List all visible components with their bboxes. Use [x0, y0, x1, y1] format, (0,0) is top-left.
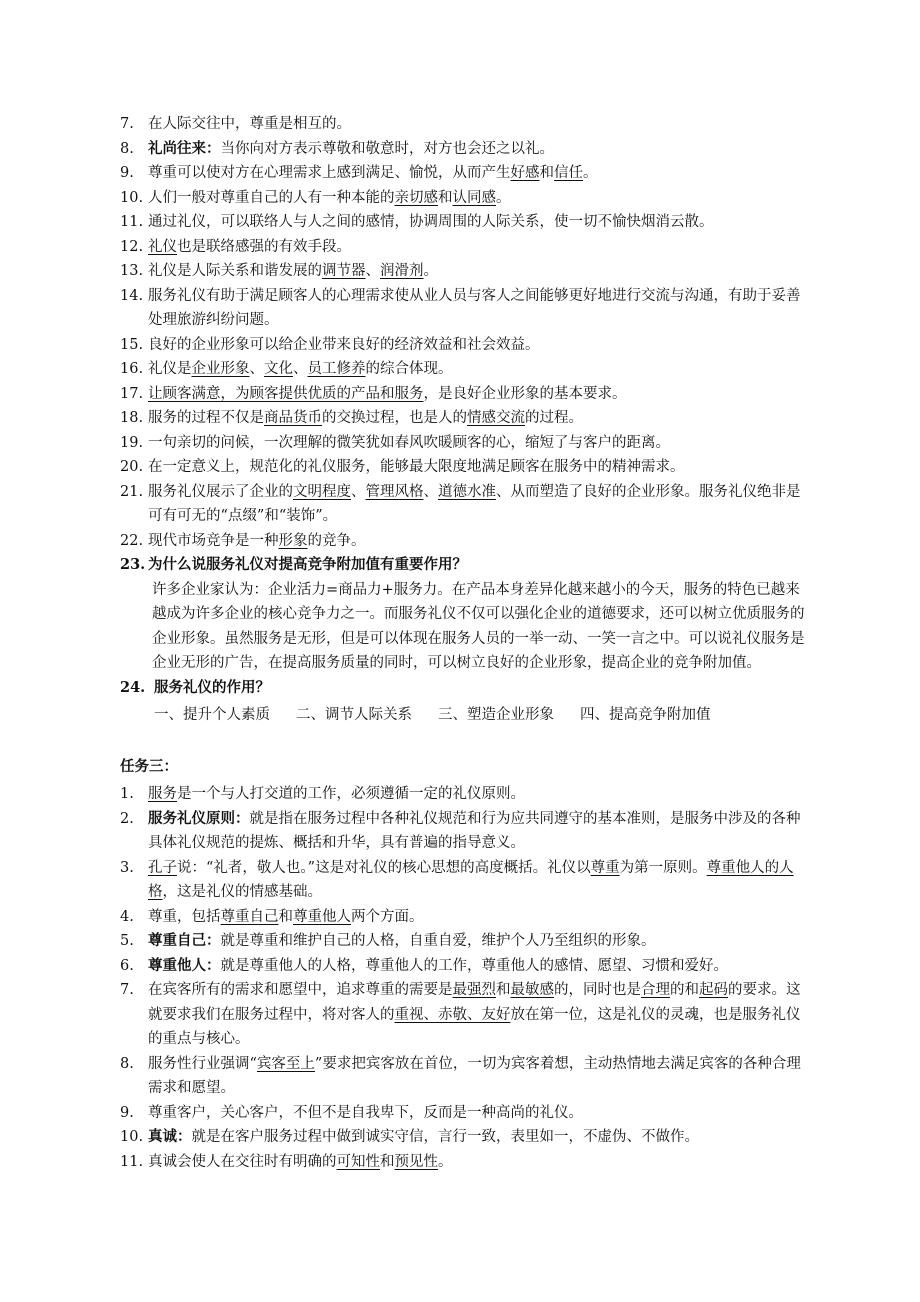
underlined-term: 管理风格 [365, 483, 424, 500]
item-number: 11. [120, 214, 144, 230]
item-number: 16. [120, 361, 144, 377]
text-segment: 的，同时也是 [554, 982, 641, 998]
underlined-term: 合理 [641, 982, 670, 998]
list-item [120, 406, 810, 431]
item-text [148, 186, 810, 211]
underlined-term: 文化 [264, 361, 293, 377]
item-number: 9. [120, 165, 134, 181]
underlined-term: 认同感 [452, 189, 496, 206]
text-segment: 通过礼仪，可以联络人与人之间的感情，协调周围的人际关系，使一切不愉快烟消云散。 [148, 214, 714, 230]
question-text: 为什么说服务礼仪对提高竞争附加值有重要作用？ [148, 556, 467, 573]
text-segment: 在一定意义上，规范化的礼仪服务，能够最大限度地满足顾客在服务中的精神需求。 [148, 459, 685, 475]
underlined-term: 调节器 [322, 263, 366, 279]
answer-24-options [120, 702, 810, 728]
underlined-term: 情感交流 [467, 410, 525, 426]
text-segment: 就是指在服务过程中各种礼仪规范和行为应共同遵守的基本准则，是服务中涉及的各种具体礼仪规范的提炼、概括和升华，具有普遍的指导意义。 [148, 810, 801, 851]
underlined-term: 预见性 [394, 1153, 438, 1170]
list-item [120, 1150, 810, 1175]
list-item [120, 455, 810, 480]
underlined-term: 尊重他人 [293, 908, 351, 925]
item-text [148, 161, 810, 186]
list-item [120, 357, 810, 382]
item-text [148, 284, 810, 333]
item-number: 21. [120, 483, 144, 500]
underlined-term: 起码 [699, 982, 728, 998]
list-item [120, 978, 810, 1052]
text-segment: 尊重可以使对方在心理需求上感到满足、愉悦，从而产生 [148, 165, 511, 181]
question-23 [120, 553, 810, 578]
list-item [120, 210, 810, 235]
item-number: 9. [120, 1104, 134, 1121]
list-item [120, 807, 810, 856]
text-segment: 尊重客户，关心客户，不但不是自我卑下，反而是一种高尚的礼仪。 [148, 1104, 583, 1121]
item-number: 6. [120, 957, 134, 974]
item-text [148, 333, 810, 358]
text-segment: 两个方面。 [351, 908, 424, 925]
list-part-one [120, 112, 810, 553]
text-segment: 。 [496, 189, 511, 206]
underlined-term: 可知性 [336, 1153, 380, 1170]
option-item: 三、塑造企业形象 [438, 707, 554, 723]
question-text: 服务礼仪的作用？ [154, 678, 270, 696]
item-number: 20. [120, 459, 144, 475]
item-text [148, 807, 810, 856]
text-segment: 一句亲切的问候，一次理解的微笑犹如春风吹暖顾客的心，缩短了与客户的距离。 [148, 434, 670, 451]
text-segment: 的综合体现。 [365, 361, 453, 377]
text-segment: 说：“礼者，敬人也。”这是对礼仪的核心思想的高度概括。礼仪以 [177, 859, 591, 876]
underlined-term: 文明程度 [293, 483, 351, 500]
item-number: 5. [120, 933, 134, 949]
underlined-term: 重视、赤敬、友好 [394, 1006, 511, 1023]
text-segment: 和 [438, 189, 453, 206]
text-segment: 的竞争。 [307, 532, 366, 549]
underlined-term: 尊重 [590, 859, 620, 876]
item-number: 14. [120, 287, 144, 304]
text-segment: 放在第一位，这是礼仪的灵魂，也是服务礼仪的重点与核心。 [148, 1006, 801, 1047]
text-segment: ，是良好企业形象的基本要求。 [423, 385, 627, 402]
bold-term: 尊重他人： [148, 956, 221, 974]
list-item [120, 480, 810, 529]
list-item [120, 161, 810, 186]
item-text [148, 210, 810, 235]
text-segment: 和 [278, 908, 293, 925]
list-part-two [120, 782, 810, 1174]
item-number: 15. [120, 336, 144, 353]
item-number: 8. [120, 140, 134, 157]
text-segment: 真诚会使人在交往时有明确的 [148, 1153, 337, 1170]
underlined-term: 企业形象 [191, 361, 250, 377]
list-item [120, 284, 810, 333]
text-segment: 就是尊重他人的人格，尊重他人的工作，尊重他人的感情、愿望、习惯和爱好。 [220, 957, 728, 974]
text-segment: 、从而塑造了良好的企业形象。服务礼仪绝非是可有可无的“点缀”和“装饰”。 [148, 483, 801, 524]
bold-term: 服务礼仪原则： [148, 809, 250, 827]
text-segment: ，这是礼仪的情感基础。 [162, 884, 322, 900]
item-text [148, 978, 810, 1052]
item-number: 7. [120, 982, 134, 998]
item-text [148, 480, 810, 529]
text-segment: 的交换过程，也是人的 [322, 410, 467, 426]
list-item [120, 382, 810, 407]
item-text [148, 406, 810, 431]
underlined-term: 礼仪 [148, 238, 177, 255]
option-item: 二、调节人际关系 [296, 707, 412, 723]
list-item [120, 954, 810, 979]
text-segment: 和 [496, 982, 511, 998]
list-item [120, 929, 810, 954]
item-number: 1. [120, 786, 134, 802]
text-segment: 在人际交往中，尊重是相互的。 [148, 116, 351, 132]
item-text [148, 954, 810, 979]
text-segment: 礼仪是 [148, 361, 192, 377]
text-segment: 。 [583, 165, 598, 181]
underlined-term: 最强烈 [452, 982, 496, 998]
item-number: 19. [120, 434, 144, 451]
option-item: 四、提高竞争附加值 [580, 707, 711, 723]
item-number: 4. [120, 908, 134, 925]
text-segment: 、 [293, 361, 308, 377]
text-segment: 、 [423, 483, 438, 500]
text-segment: 是一个与人打交道的工作，必须遵循一定的礼仪原则。 [177, 786, 525, 802]
item-number: 10. [120, 1129, 144, 1145]
bold-term: 礼尚往来： [148, 139, 221, 157]
text-segment: 在宾客所有的需求和愿望中，追求尊重的需要是 [148, 982, 453, 998]
underlined-term: 形象 [278, 532, 308, 549]
text-segment: 良好的企业形象可以给企业带来良好的经济效益和社会效益。 [148, 336, 540, 353]
bold-term: 尊重自己： [148, 932, 221, 949]
item-text [148, 259, 810, 284]
list-item [120, 186, 810, 211]
text-segment: 服务性行业强调“ [148, 1055, 257, 1072]
item-number: 18. [120, 410, 144, 426]
underlined-term: 尊重他人的人格 [148, 859, 794, 900]
item-number: 23. [120, 556, 146, 573]
item-text [148, 235, 810, 260]
list-item [120, 137, 810, 162]
item-number: 12. [120, 238, 144, 255]
list-item [120, 1052, 810, 1101]
item-text [148, 112, 810, 137]
text-segment: 的要求。这就要求我们在服务过程中，将对客人的 [148, 982, 801, 1023]
list-item [120, 1125, 810, 1150]
text-segment: 。 [438, 1153, 453, 1170]
item-number: 2. [120, 810, 134, 827]
underlined-term: 服务 [148, 786, 177, 802]
list-item [120, 856, 810, 905]
item-number: 7. [120, 116, 134, 132]
text-segment: 为第一原则。 [619, 859, 707, 876]
text-segment: 人们一般对尊重自己的人有一种本能的 [148, 189, 395, 206]
underlined-term: 员工修养 [307, 361, 366, 377]
item-number: 17. [120, 385, 144, 402]
item-text [148, 382, 810, 407]
section-title: 任务三： [120, 758, 178, 775]
item-text [148, 431, 810, 456]
answer-23: 许多企业家认为：企业活力=商品力+服务力。在产品本身差异化越来越小的今天，服务的特色已越来越成为许多企业的核心竞争力之一。而服务礼仪不仅可以强化企业的道德要求，还可以树立优质服务的企业形象。虽然服务是无形，但是可以体现在服务人员的一举一动、一笑一言之中。可以说礼仪服务是企业无形的广告，在提高服务质量的同时，可以树立良好的企业形象，提高企业的竞争附加值。 [152, 581, 805, 671]
underlined-term: 润滑剂 [380, 263, 424, 279]
item-text [148, 1101, 810, 1126]
item-text [148, 529, 810, 554]
text-segment: 和 [380, 1153, 395, 1170]
underlined-term: 孔子 [148, 859, 177, 876]
text-segment: 就是在客户服务过程中做到诚实守信，言行一致，表里如一，不虚伪、不做作。 [191, 1129, 699, 1145]
item-text [148, 1150, 810, 1175]
item-number: 8. [120, 1055, 134, 1072]
text-segment: 、 [249, 361, 264, 377]
text-segment: 、 [365, 263, 380, 279]
list-item [120, 905, 810, 930]
text-segment: 当你向对方表示尊敬和敬意时，对方也会还之以礼。 [220, 140, 554, 157]
option-item: 一、提升个人素质 [154, 707, 270, 723]
text-segment: 服务礼仪展示了企业的 [148, 483, 293, 500]
text-segment: 、 [351, 483, 366, 500]
underlined-term: 信任 [554, 165, 583, 181]
text-segment: 服务礼仪有助于满足顾客人的心理需求使从业人员与客人之间能够更好地进行交流与沟通，有助于妥善处理旅游纠纷问题。 [148, 287, 801, 328]
item-number: 22. [120, 532, 144, 549]
text-segment: 礼仪是人际关系和谐发展的 [148, 263, 322, 279]
list-item [120, 431, 810, 456]
item-text [148, 1125, 810, 1150]
bold-term: 真诚： [148, 1128, 192, 1145]
item-number: 10. [120, 189, 144, 206]
text-segment: 服务的过程不仅是 [148, 410, 264, 426]
text-segment: 也是联络感强的有效手段。 [177, 238, 351, 255]
item-text [148, 856, 810, 905]
text-segment: 的和 [670, 982, 699, 998]
item-number: 11. [120, 1153, 144, 1170]
question-24 [120, 676, 810, 701]
item-text [148, 929, 810, 954]
text-segment: 和 [539, 165, 554, 181]
list-item [120, 235, 810, 260]
underlined-term: 亲切感 [394, 189, 438, 206]
underlined-term: 让顾客满意，为顾客提供优质的产品和服务 [148, 385, 424, 402]
item-text [148, 455, 810, 480]
underlined-term: 道德水准 [438, 483, 496, 500]
list-item [120, 259, 810, 284]
item-text [148, 905, 810, 930]
text-segment: 现代市场竞争是一种 [148, 532, 279, 549]
underlined-term: 好感 [510, 165, 540, 181]
list-item [120, 1101, 810, 1126]
text-segment: 就是尊重和维护自己的人格，自重自爱，维护个人乃至组织的形象。 [220, 933, 656, 949]
list-item [120, 112, 810, 137]
item-text [148, 782, 810, 807]
text-segment: ”要求把宾客放在首位，一切为宾客着想，主动热情地去满足宾客的各种合理需求和愿望。 [148, 1055, 801, 1096]
underlined-term: 最敏感 [510, 982, 554, 998]
text-segment: 的过程。 [525, 410, 583, 426]
list-item [120, 782, 810, 807]
list-item [120, 529, 810, 554]
list-item [120, 333, 810, 358]
text-segment: 尊重，包括 [148, 908, 221, 925]
item-number: 3. [120, 859, 134, 876]
item-text [148, 1052, 810, 1101]
item-number: 13. [120, 263, 144, 279]
underlined-term: 商品货币 [264, 410, 322, 426]
item-number: 24. [120, 678, 146, 696]
underlined-term: 尊重自己 [220, 908, 279, 925]
text-segment: 。 [423, 263, 438, 279]
item-text [148, 137, 810, 162]
underlined-term: 宾客至上 [256, 1055, 315, 1072]
document-content [120, 112, 810, 1174]
item-text [148, 357, 810, 382]
